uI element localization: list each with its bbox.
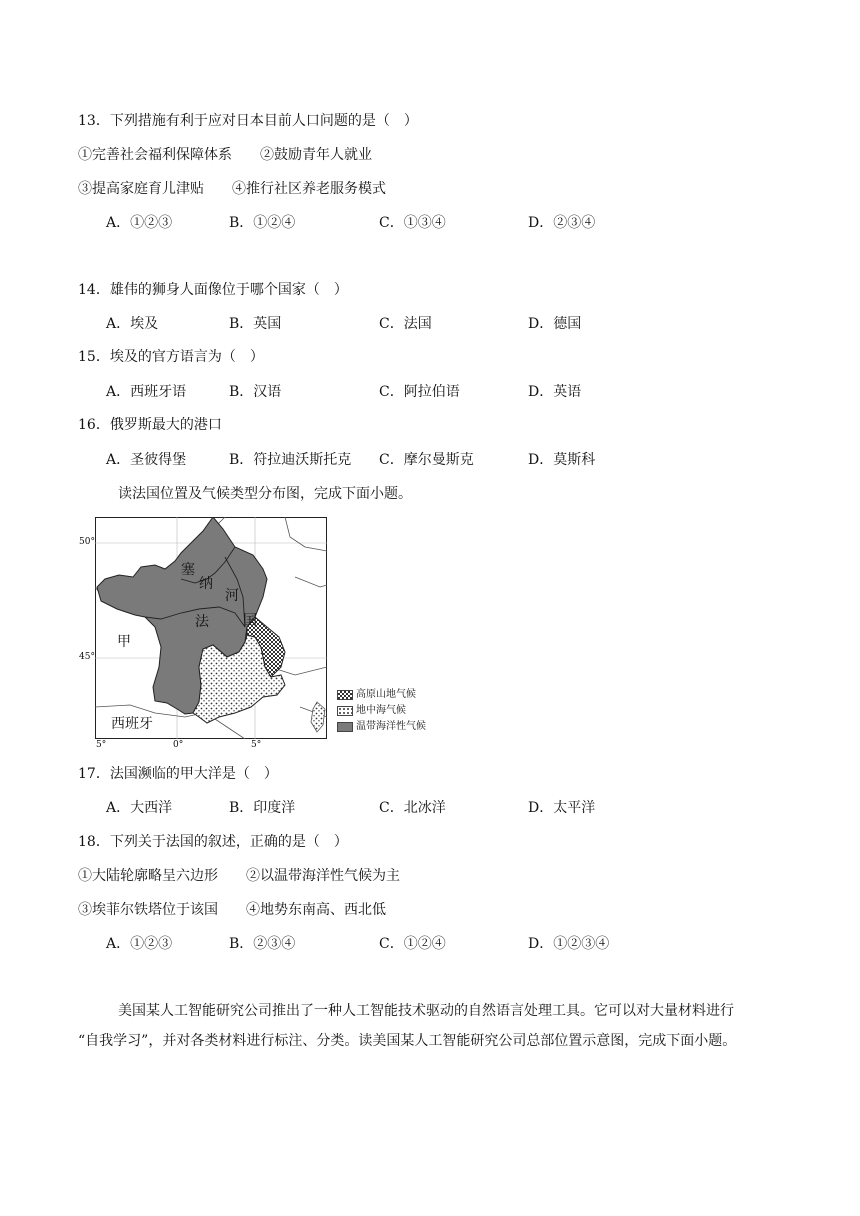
france-climate-map — [95, 517, 327, 739]
q17-option-d: D．太平洋 — [528, 800, 596, 816]
lat-label-50: 50° — [79, 537, 95, 547]
q14-option-a: A．埃及 — [106, 316, 159, 332]
map-intro: 读法国位置及气候类型分布图，完成下面小题。 — [118, 486, 412, 502]
q16-option-c: C．摩尔曼斯克 — [379, 452, 474, 468]
q13-items-2: ③提高家庭育儿津贴 ④推行社区养老服务模式 — [78, 181, 386, 197]
q14-stem: 14．雄伟的狮身人面像位于哪个国家（ ） — [78, 282, 348, 298]
q16-option-d: D．莫斯科 — [528, 452, 596, 468]
q16-option-b: B．符拉迪沃斯托克 — [229, 452, 352, 468]
legend-oceanic-label: 温带海洋性气候 — [356, 721, 426, 732]
label-seine-1: 塞 — [181, 563, 195, 578]
label-seine-3: 河 — [225, 589, 239, 604]
q14-option-b: B．英国 — [229, 316, 282, 332]
q14-option-d: D．德国 — [528, 316, 582, 332]
ai-intro-line-2: “自我学习”，并对各类材料进行标注、分类。读美国某人工智能研究公司总部位置示意图，完成下面小题。 — [78, 1033, 737, 1049]
q14-option-c: C．法国 — [379, 316, 432, 332]
legend-mediterranean — [337, 705, 406, 717]
legend-highland-swatch — [337, 690, 353, 700]
lat-label-45: 45° — [79, 652, 95, 662]
q18-items-2: ③埃菲尔铁塔位于该国 ④地势东南高、西北低 — [78, 902, 386, 918]
lon-label-e5: 5° — [251, 740, 262, 750]
label-seine-2: 纳 — [199, 577, 213, 592]
q15-stem: 15．埃及的官方语言为（ ） — [78, 349, 264, 365]
legend-mediterranean-label: 地中海气候 — [356, 705, 406, 716]
legend-oceanic — [337, 721, 426, 733]
q18-option-a: A．①②③ — [106, 936, 173, 952]
q17-stem: 17．法国濒临的甲大洋是（ ） — [78, 766, 278, 782]
label-france-1: 法 — [195, 615, 209, 630]
legend-highland — [337, 689, 416, 701]
lon-label-w5: 5° — [96, 740, 107, 750]
label-spain: 西班牙 — [111, 717, 153, 732]
q15-option-b: B．汉语 — [229, 384, 282, 400]
q16-stem: 16．俄罗斯最大的港口 — [78, 417, 222, 433]
q13-items-1: ①完善社会福利保障体系 ②鼓励青年人就业 — [78, 147, 372, 163]
q13-option-c: C．①③④ — [379, 215, 446, 231]
q13-option-d: D．②③④ — [528, 215, 596, 231]
q18-option-c: C．①②④ — [379, 936, 446, 952]
q18-option-d: D．①②③④ — [528, 936, 610, 952]
label-jia: 甲 — [117, 635, 131, 650]
legend-oceanic-swatch — [337, 722, 353, 732]
q17-option-b: B．印度洋 — [229, 800, 296, 816]
lon-label-0: 0° — [173, 740, 184, 750]
q18-items-1: ①大陆轮廓略呈六边形 ②以温带海洋性气候为主 — [78, 868, 400, 884]
q17-option-c: C．北冰洋 — [379, 800, 446, 816]
q13-stem: 13．下列措施有利于应对日本目前人口问题的是（ ） — [78, 113, 418, 129]
q15-option-a: A．西班牙语 — [106, 384, 187, 400]
q17-option-a: A．大西洋 — [106, 800, 173, 816]
q15-option-c: C．阿拉伯语 — [379, 384, 460, 400]
legend-mediterranean-swatch — [337, 706, 353, 716]
q15-option-d: D．英语 — [528, 384, 582, 400]
q13-option-b: B．①②④ — [229, 215, 296, 231]
q18-option-b: B．②③④ — [229, 936, 296, 952]
legend-highland-label: 高原山地气候 — [356, 689, 416, 700]
ai-intro-line-1: 美国某人工智能研究公司推出了一种人工智能技术驱动的自然语言处理工具。它可以对大量材料进行 — [118, 1003, 734, 1019]
q18-stem: 18．下列关于法国的叙述，正确的是（ ） — [78, 834, 348, 850]
label-france-2: 国 — [243, 614, 257, 629]
q16-option-a: A．圣彼得堡 — [106, 452, 187, 468]
q13-option-a: A．①②③ — [106, 215, 173, 231]
map-svg — [95, 517, 327, 739]
